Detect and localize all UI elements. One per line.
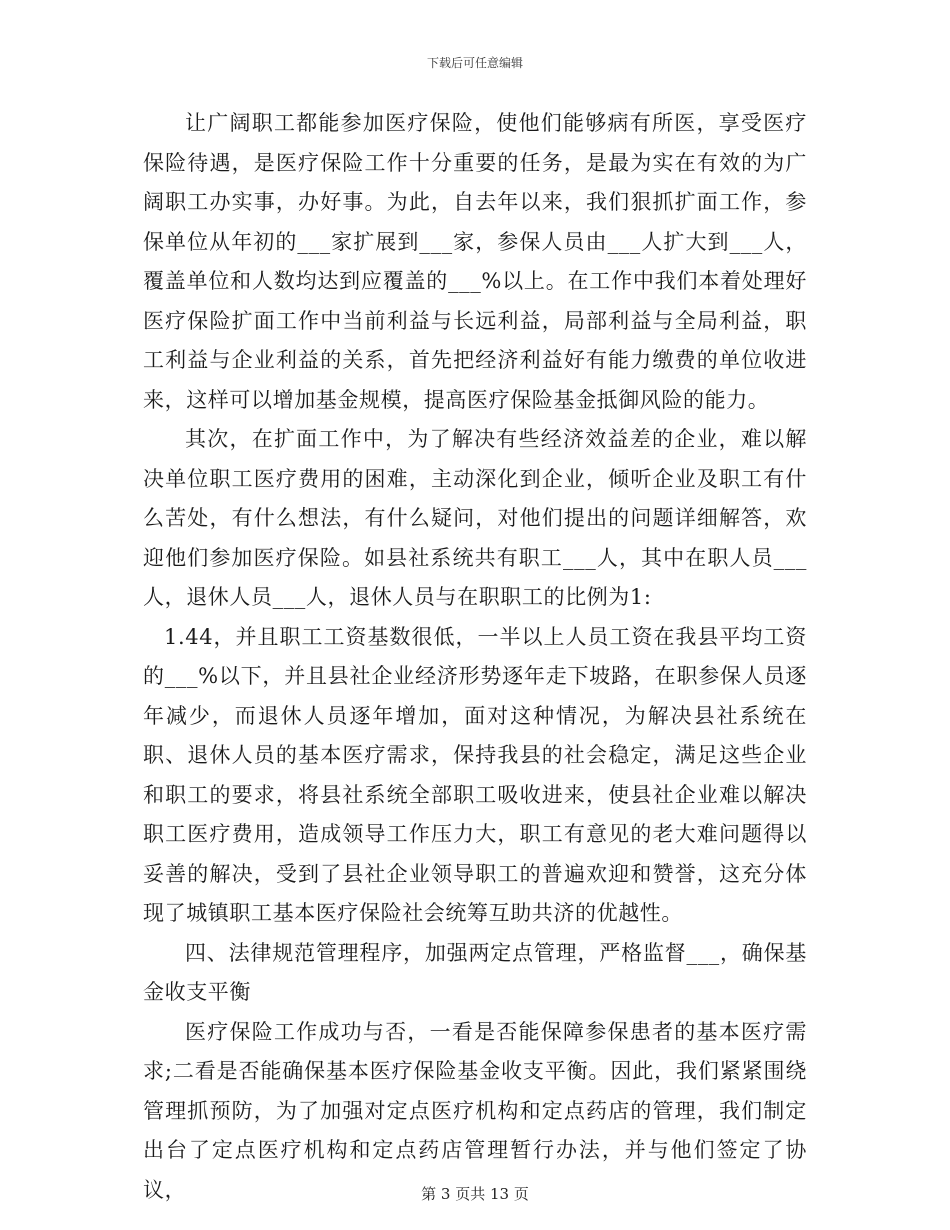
paragraph-1: 让广阔职工都能参加医疗保险，使他们能够病有所医，享受医疗保险待遇，是医疗保险工作十分重要的任务，是最为实在有效的为广阔职工办实事，办好事。为此，自去年以来，我们狠抓扩面工作，参保单位从年初的___家扩展到___家，参保人员由___人扩大到___人，覆盖单位和人数均达到应覆盖的___%以上。在工作中我们本着处理好医疗保险扩面工作中当前利益与长远利益，局部利益与全局利益，职工利益与企业利益的关系，首先把经济利益好有能力缴费的单位收进来，这样可以增加基金规模，提高医疗保险基金抵御风险的能力。 xyxy=(143,111,807,412)
document-body xyxy=(143,104,807,1210)
page-header: 下载后可任意编辑 xyxy=(426,56,523,70)
paragraph-3: 1.44，并且职工工资基数很低，一半以上人员工资在我县平均工资的___%以下，并且县社企业经济形势逐年走下坡路，在职参保人员逐年减少，而退休人员逐年增加，面对这种情况，为解决县社系统在职、退休人员的基本医疗需求，保持我县的社会稳定，满足这些企业和职工的要求，将县社系统全部职工吸收进来，使县社企业难以解决职工医疗费用，造成领导工作压力大，职工有意见的老大难问题得以妥善的解决，受到了县社企业领导职工的普遍欢迎和赞誉，这充分体现了城镇职工基本医疗保险社会统筹互助共济的优越性。 xyxy=(143,624,807,925)
page-number: 第 3 页共 13 页 xyxy=(421,1185,529,1203)
section-heading-4: 四、法律规范管理程序，加强两定点管理，严格监督___，确保基金收支平衡 xyxy=(143,940,807,1004)
paragraph-2: 其次，在扩面工作中，为了解决有些经济效益差的企业，难以解决单位职工医疗费用的困难，主动深化到企业，倾听企业及职工有什么苦处，有什么想法，有什么疑问，对他们提出的问题详细解答，欢迎他们参加医疗保险。如县社系统共有职工___人，其中在职人员___人，退休人员___人，退休人员与在职职工的比例为1: xyxy=(143,427,807,609)
paragraph-5: 医疗保险工作成功与否，一看是否能保障参保患者的基本医疗需求;二看是否能确保基本医疗保险基金收支平衡。因此，我们紧紧围绕管理抓预防，为了加强对定点医疗机构和定点药店的管理，我们制定出台了定点医疗机构和定点药店管理暂行办法，并与他们签定了协议， xyxy=(143,1019,807,1202)
